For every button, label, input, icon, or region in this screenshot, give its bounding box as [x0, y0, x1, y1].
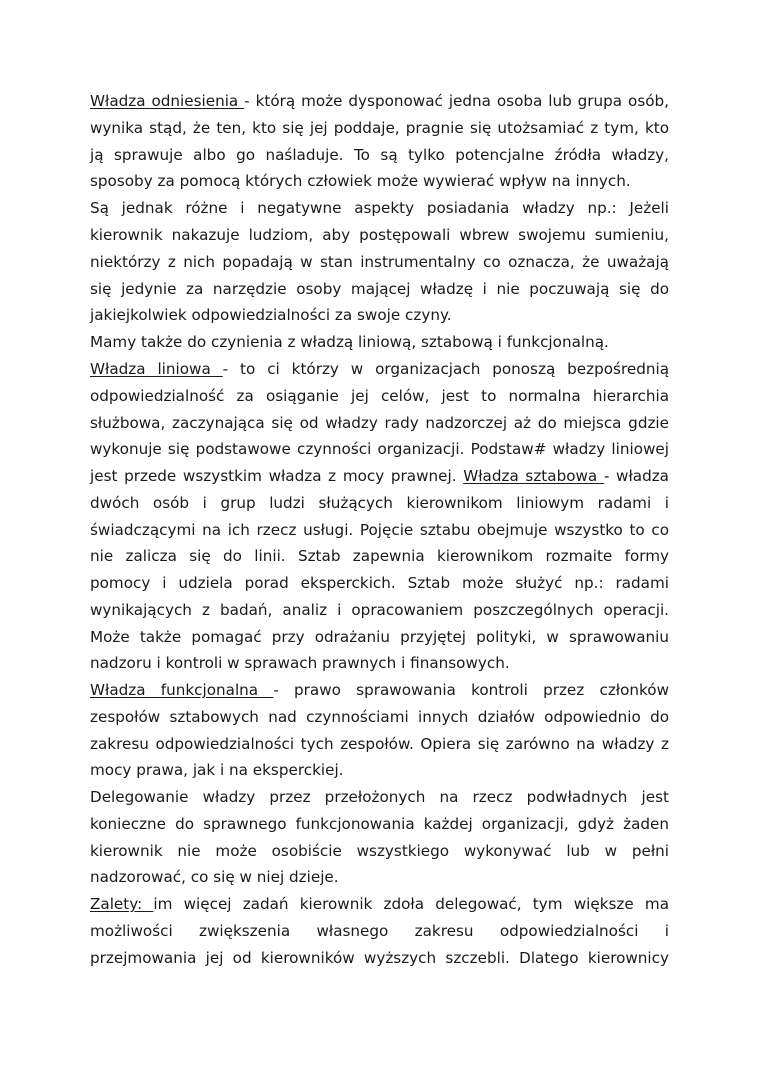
- paragraph-line: kierownik nie może osobiście wszystkiego wykonywać lub w pełni: [90, 842, 669, 860]
- paragraph-line: nadzorować, co się w niej dzieje.: [90, 868, 339, 886]
- paragraph-line: jest przede wszystkim władza z mocy prawnej. Władza sztabowa - władza: [90, 467, 669, 485]
- paragraph-line: możliwości zwiększenia własnego zakresu odpowiedzialności i: [90, 922, 669, 940]
- paragraph-line: mocy prawa, jak i na eksperckiej.: [90, 761, 344, 779]
- paragraph-line: Władza odniesienia - którą może dysponować jedna osoba lub grupa osób,: [90, 92, 670, 110]
- paragraph-line: Władza funkcjonalna - prawo sprawowania kontroli przez członków: [90, 681, 669, 699]
- paragraph-line: wynika stąd, że ten, kto się jej poddaje, pragnie się utożsamiać z tym, kto: [90, 119, 669, 137]
- paragraph-line: konieczne do sprawnego funkcjonowania każdej organizacji, gdyż żaden: [90, 815, 669, 833]
- paragraph-line: ją sprawuje albo go naśladuje. To są tylko potencjalne źródła władzy,: [90, 146, 669, 164]
- paragraph-line: kierownik nakazuje ludziom, aby postępowali wbrew swojemu sumieniu,: [90, 226, 669, 244]
- paragraph-line: się jedynie za narzędzie osoby mającej władzę i nie poczuwają się do: [90, 280, 669, 298]
- paragraph-line: Może także pomagać przy odrażaniu przyjętej polityki, w sprawowaniu: [90, 628, 669, 646]
- paragraph-line: Mamy także do czynienia z władzą liniową, sztabową i funkcjonalną.: [90, 333, 609, 351]
- paragraph-line: świadczącymi na ich rzecz usługi. Pojęcie sztabu obejmuje wszystko to co: [90, 521, 669, 539]
- paragraph-line: wynikających z badań, analiz i opracowaniem poszczególnych operacji.: [90, 601, 669, 619]
- paragraph-line: Są jednak różne i negatywne aspekty posiadania władzy np.: Jeżeli: [90, 199, 669, 217]
- paragraph-line: dwóch osób i grup ludzi służących kierownikom liniowym radami i: [90, 494, 669, 512]
- paragraph-line: zakresu odpowiedzialności tych zespołów. Opiera się zarówno na władzy z: [90, 735, 669, 753]
- paragraph-line: Delegowanie władzy przez przełożonych na rzecz podwładnych jest: [90, 788, 669, 806]
- paragraph-line: jakiejkolwiek odpowiedzialności za swoje czyny.: [90, 306, 452, 324]
- term-heading: Władza funkcjonalna: [90, 681, 274, 699]
- paragraph-line: odpowiedzialność za osiąganie jej celów, jest to normalna hierarchia: [90, 387, 669, 405]
- paragraph-line: Zalety: im więcej zadań kierownik zdoła delegować, tym większe ma: [90, 895, 669, 913]
- term-heading: Władza odniesienia: [90, 92, 245, 110]
- paragraph-line: przejmowania jej od kierowników wyższych szczebli. Dlatego kierownicy: [90, 949, 669, 967]
- paragraph-line: zespołów sztabowych nad czynnościami innych działów odpowiednio do: [90, 708, 669, 726]
- paragraph-line: pomocy i udziela porad eksperckich. Sztab może służyć np.: radami: [90, 574, 669, 592]
- paragraph-line: służbowa, zaczynająca się od władzy rady nadzorczej aż do miejsca gdzie: [90, 414, 669, 432]
- term-heading: Władza liniowa: [90, 360, 223, 378]
- term-heading: Zalety:: [90, 895, 154, 913]
- term-heading: Władza sztabowa: [463, 467, 604, 485]
- paragraph-line: nie zalicza się do linii. Sztab zapewnia kierownikom rozmaite formy: [90, 547, 669, 565]
- paragraph-line: Władza liniowa - to ci którzy w organizacjach ponoszą bezpośrednią: [90, 360, 669, 378]
- paragraph-line: wykonuje się podstawowe czynności organizacji. Podstaw# władzy liniowej: [90, 440, 669, 458]
- paragraph-line: sposoby za pomocą których człowiek może wywierać wpływ na innych.: [90, 172, 631, 190]
- paragraph-line: niektórzy z nich popadają w stan instrumentalny co oznacza, że uważają: [90, 253, 669, 271]
- paragraph-line: nadzoru i kontroli w sprawach prawnych i finansowych.: [90, 654, 510, 672]
